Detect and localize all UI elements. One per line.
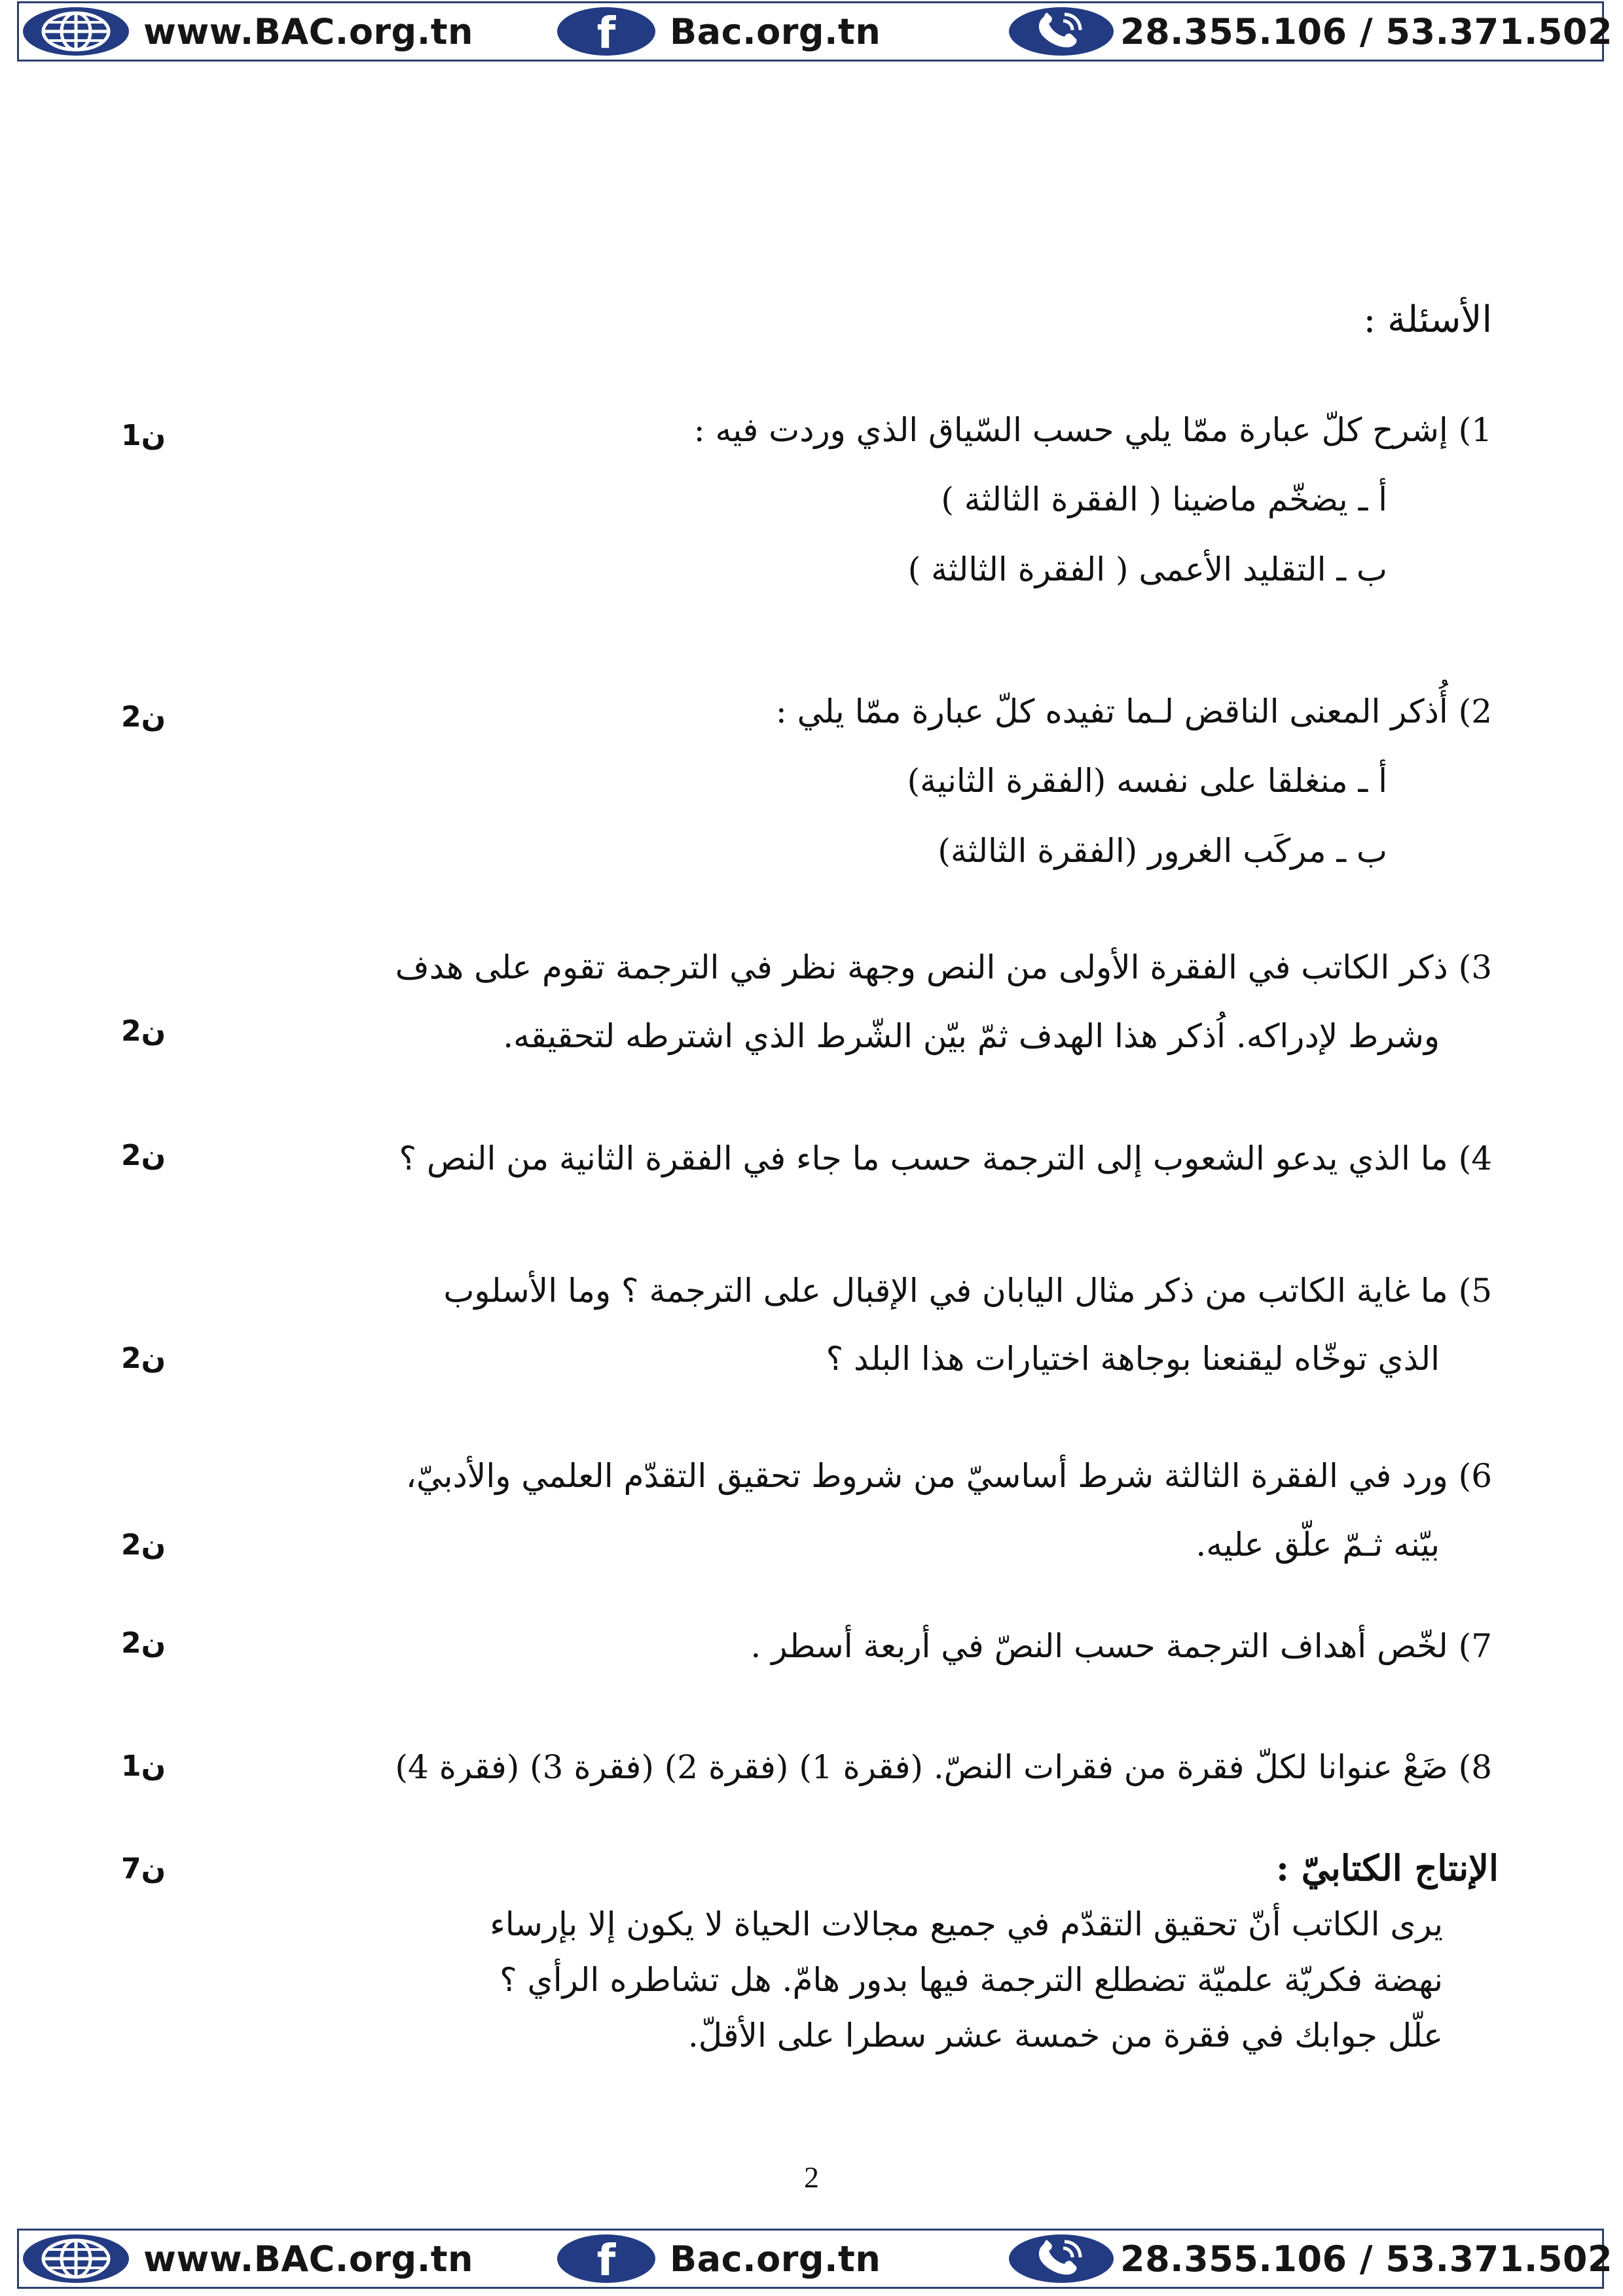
header-banner [17, 1, 1613, 62]
globe-icon [23, 7, 129, 56]
question-3-score: 2ن [121, 1014, 166, 1048]
question-2-score: 2ن [121, 700, 166, 734]
question-8-line-1: 8) ضَعْ عنوانا لكلّ فقرة من فقرات النصّ. (فقرة 1) (فقرة 2) (فقرة 3) (فقرة 4) [395, 1748, 1492, 1786]
question-7-score: 2ن [121, 1626, 166, 1660]
production-line-3: علّل جوابك في فقرة من خمسة عشر سطرا على الأقلّ. [687, 2017, 1443, 2054]
question-1-line-1: 1) إشرح كلّ عبارة ممّا يلي حسب السّياق الذي وردت فيه : [693, 411, 1492, 449]
question-5-line-1: 5) ما غاية الكاتب من ذكر مثال اليابان في الإقبال على الترجمة ؟ وما الأسلوب [443, 1272, 1492, 1310]
website-link[interactable] [23, 3, 473, 60]
facebook-icon: f [557, 2234, 655, 2283]
question-6-line-2: بيّنه ثـمّ علّق عليه. [1195, 1526, 1440, 1564]
phone-icon [1009, 7, 1114, 56]
website-text: www.BAC.org.tn [143, 2238, 473, 2280]
phone-text: 28.355.106 / 53.371.502 [1120, 10, 1613, 52]
facebook-text: Bac.org.tn [670, 10, 881, 52]
website-text: www.BAC.org.tn [143, 10, 473, 52]
question-1-sub-a: أ ـ يضخّم ماضينا ( الفقرة الثالثة ) [941, 480, 1387, 518]
question-6-score: 2ن [121, 1528, 166, 1562]
facebook-icon: f [557, 7, 655, 56]
questions-heading: الأسئلة : [1363, 298, 1492, 341]
question-2-line-1: 2) أُذكر المعنى الناقض لـما تفيده كلّ عبارة ممّا يلي : [775, 692, 1492, 730]
facebook-text: Bac.org.tn [670, 2238, 881, 2280]
production-line-1: يرى الكاتب أنّ تحقيق التقدّم في جميع مجالات الحياة لا يكون إلا بإرساء [490, 1905, 1443, 1943]
phone-link[interactable] [1009, 3, 1613, 60]
question-4-score: 2ن [121, 1139, 166, 1172]
footer-banner [17, 2229, 1613, 2289]
facebook-link[interactable] [557, 2231, 881, 2287]
production-title: الإنتاج الكتابيّ : [1275, 1847, 1499, 1889]
question-7-line-1: 7) لخّص أهداف الترجمة حسب النصّ في أربعة أسطر . [750, 1627, 1492, 1665]
facebook-link[interactable] [557, 3, 881, 60]
production-score: 7ن [121, 1852, 166, 1886]
question-5-line-2: الذي توخّاه ليقنعنا بوجاهة اختيارات هذا البلد ؟ [826, 1340, 1440, 1378]
question-1-sub-b: ب ـ التقليد الأعمى ( الفقرة الثالثة ) [907, 550, 1387, 588]
question-2-sub-b: ب ـ مركَب الغرور (الفقرة الثالثة) [938, 832, 1387, 870]
question-4-line-1: 4) ما الذي يدعو الشعوب إلى الترجمة حسب ما جاء في الفقرة الثانية من النص ؟ [399, 1139, 1492, 1177]
globe-icon [23, 2234, 129, 2283]
website-link[interactable] [23, 2231, 473, 2287]
question-2-sub-a: أ ـ منغلقا على نفسه (الفقرة الثانية) [907, 762, 1387, 800]
question-3-line-1: 3) ذكر الكاتب في الفقرة الأولى من النص وجهة نظر في الترجمة تقوم على هدف [395, 948, 1492, 986]
page-number: 2 [804, 2161, 819, 2194]
question-6-line-1: 6) ورد في الفقرة الثالثة شرط أساسيّ من شروط تحقيق التقدّم العلمي والأدبيّ، [405, 1457, 1492, 1495]
phone-text: 28.355.106 / 53.371.502 [1120, 2238, 1613, 2280]
phone-icon [1009, 2234, 1114, 2283]
phone-link[interactable] [1009, 2231, 1613, 2287]
question-8-score: 1ن [121, 1749, 166, 1783]
question-5-score: 2ن [121, 1342, 166, 1375]
production-line-2: نهضة فكريّة علميّة تضطلع الترجمة فيها بدور هامّ. هل تشاطره الرأي ؟ [500, 1961, 1443, 1999]
question-1-score: 1ن [121, 419, 166, 452]
question-3-line-2: وشرط لإدراكه. اُذكر هذا الهدف ثمّ بيّن الشّرط الذي اشترطه لتحقيقه. [503, 1017, 1440, 1055]
